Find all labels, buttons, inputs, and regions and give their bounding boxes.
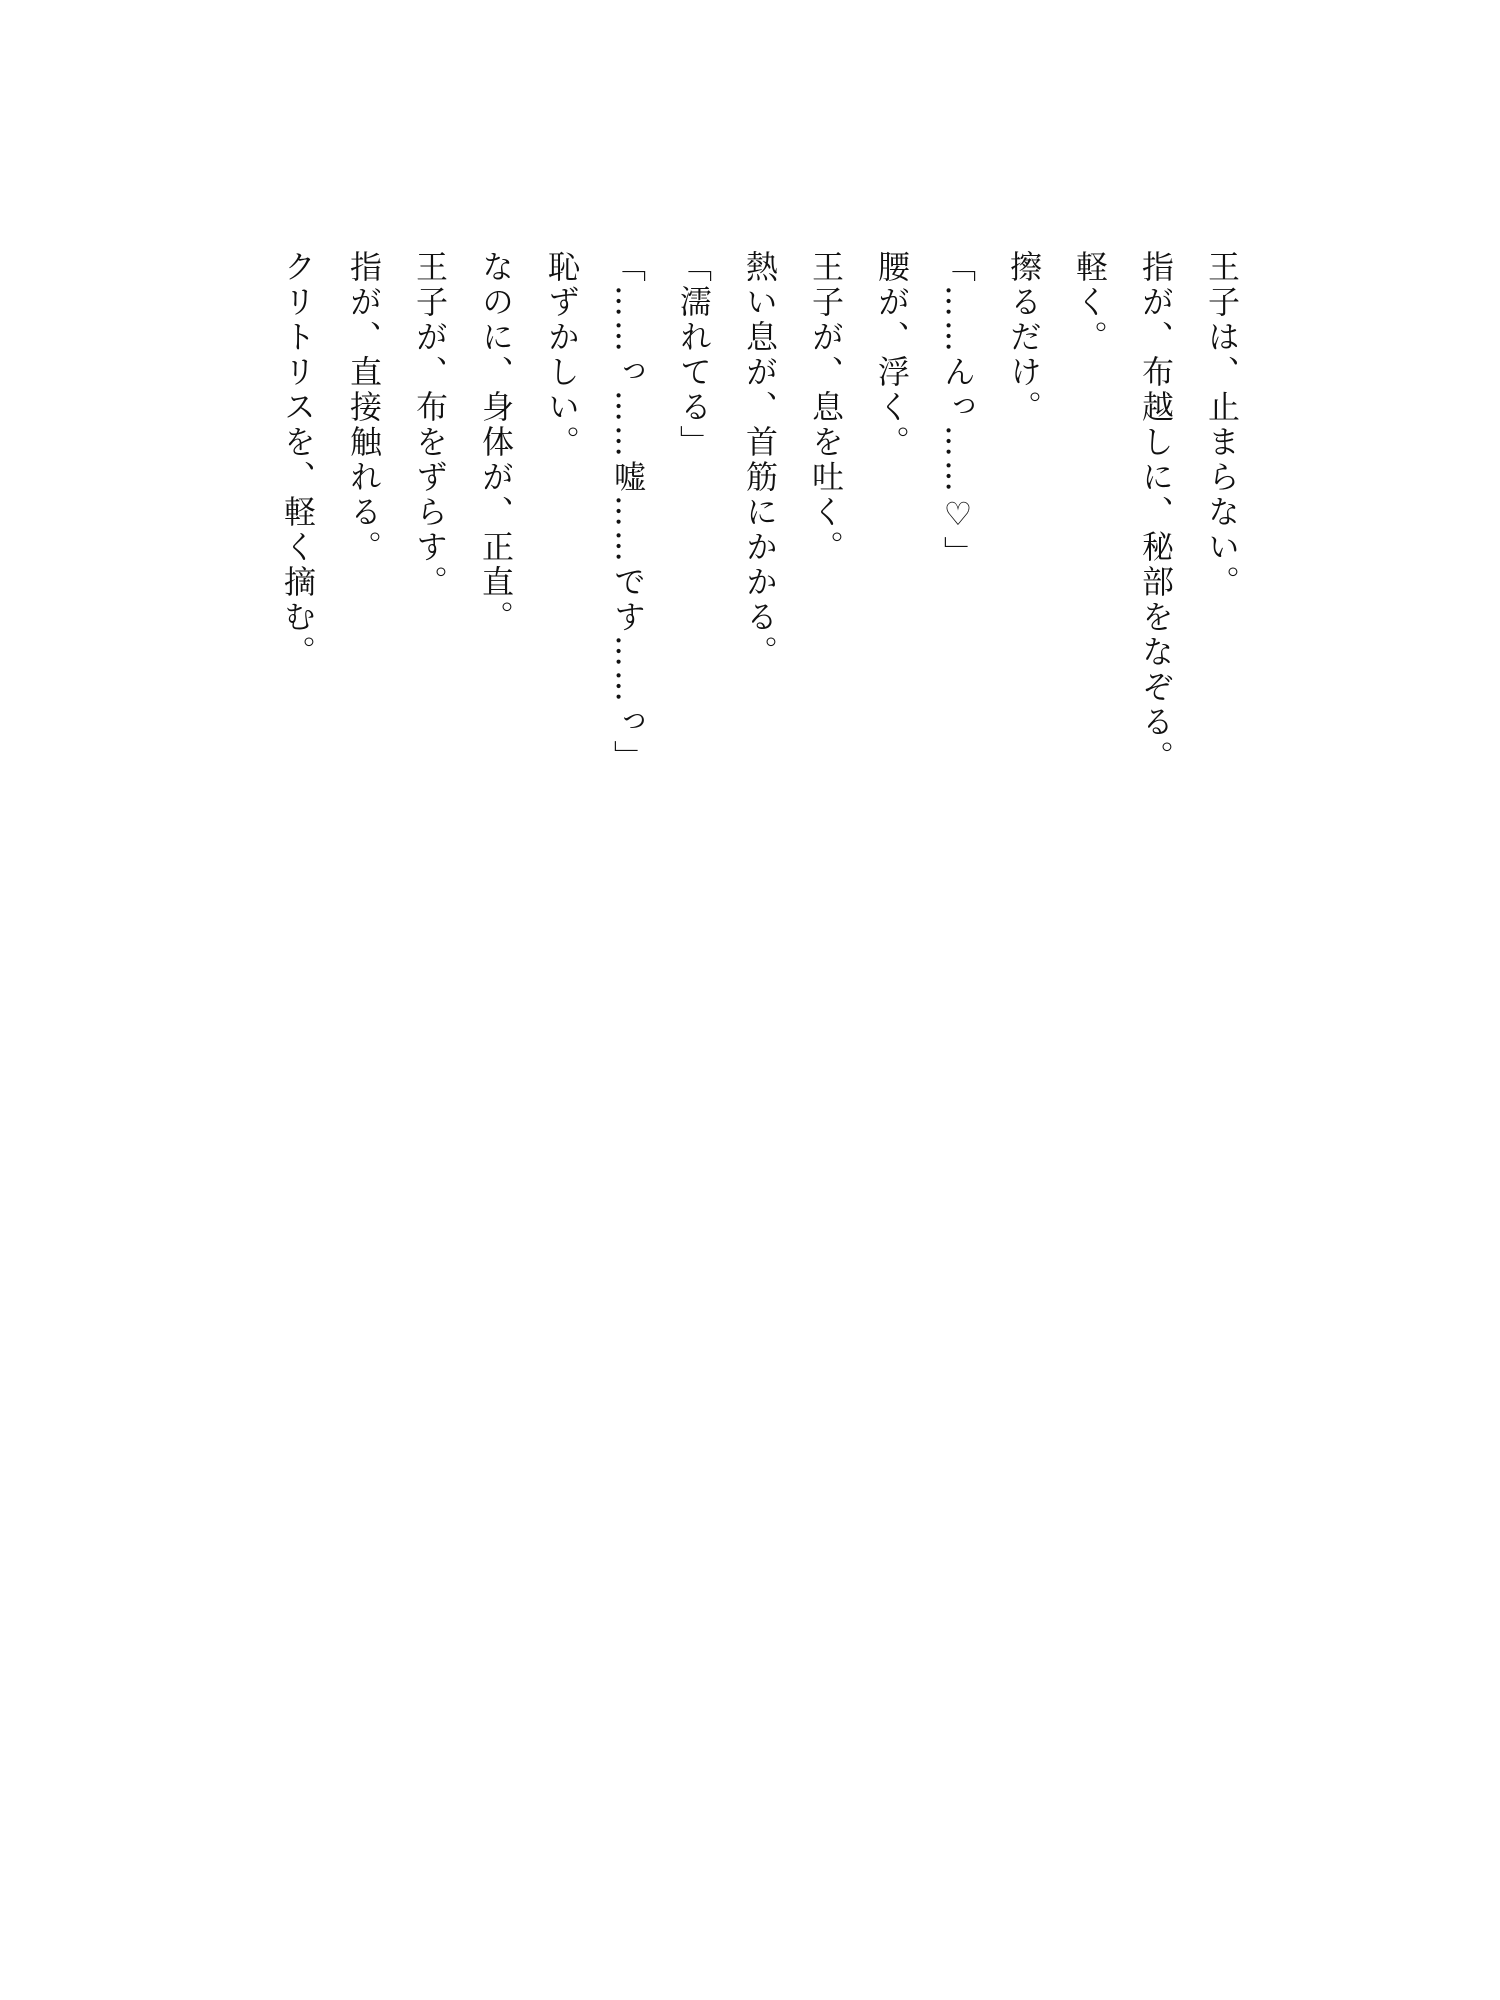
text-line-11: 恥ずかしい。 — [543, 250, 581, 460]
text-line-3: 軽く。 — [1071, 250, 1109, 355]
text-line-8: 熱い息が、首筋にかかる。 — [741, 250, 779, 670]
text-line-15: クリトリスを、軽く摘む。 — [279, 250, 317, 670]
vertical-text-block — [265, 250, 1255, 775]
text-line-13: 王子が、布をずらす。 — [411, 250, 449, 600]
text-line-14: 指が、直接触れる。 — [345, 250, 383, 565]
text-line-4: 擦るだけ。 — [1005, 250, 1043, 425]
text-line-1: 王子は、止まらない。 — [1203, 250, 1241, 600]
text-line-6: 腰が、浮く。 — [873, 250, 911, 460]
text-line-5: 「……んっ……♡」 — [939, 250, 977, 571]
text-line-10: 「……っ……嘘……です……っ」 — [609, 250, 647, 775]
text-line-9: 「濡れてる」 — [675, 250, 713, 460]
text-line-2: 指が、布越しに、秘部をなぞる。 — [1137, 250, 1175, 775]
text-line-12: なのに、身体が、正直。 — [477, 250, 515, 635]
text-line-7: 王子が、息を吐く。 — [807, 250, 845, 565]
